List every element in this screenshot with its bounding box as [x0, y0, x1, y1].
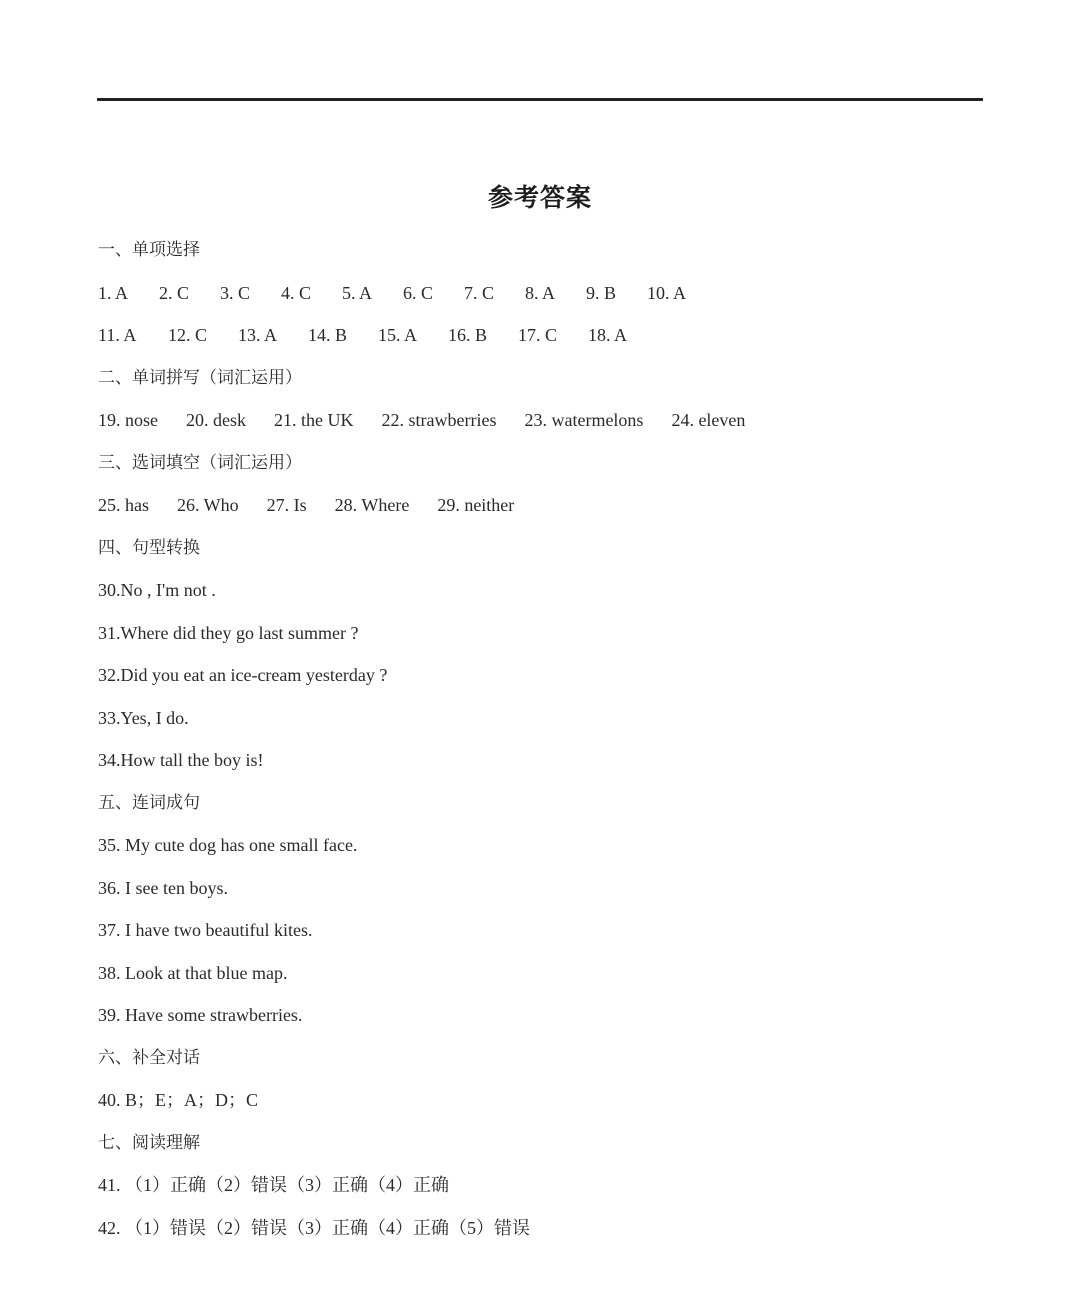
section-heading: 五、连词成句 — [98, 792, 200, 813]
answer-item: 20. desk — [186, 410, 246, 430]
answer-line: 35. My cute dog has one small face. — [98, 835, 358, 855]
answer-item: 19. nose — [98, 410, 158, 430]
section-heading: 二、单词拼写（词汇运用） — [98, 367, 302, 388]
answer-item: 17. C — [518, 325, 558, 345]
section-heading: 七、阅读理解 — [98, 1132, 200, 1153]
answer-item: 7. C — [464, 282, 495, 303]
answer-line: 31.Where did they go last summer ? — [98, 622, 359, 643]
answer-line: 41. （1）正确（2）错误（3）正确（4）正确 — [98, 1175, 449, 1195]
answer-row — [98, 399, 998, 442]
answer-item: 21. the UK — [274, 410, 354, 430]
answer-line: 34.How tall the boy is! — [98, 750, 264, 770]
answer-line: 33.Yes, I do. — [98, 707, 189, 728]
answer-item: 2. C — [159, 282, 190, 303]
answer-row — [98, 484, 998, 527]
answer-line: 36. I see ten boys. — [98, 877, 228, 898]
answer-line: 38. Look at that blue map. — [98, 962, 288, 983]
answer-item: 29. neither — [437, 495, 515, 515]
section-heading: 一、单项选择 — [98, 240, 200, 260]
page-title: 参考答案 — [487, 185, 592, 212]
answer-item: 14. B — [308, 325, 348, 345]
answer-item: 8. A — [525, 282, 556, 303]
answer-item: 27. Is — [266, 495, 307, 515]
answer-item: 9. B — [586, 282, 617, 303]
answer-item: 18. A — [588, 325, 628, 345]
answer-line: 37. I have two beautiful kites. — [98, 920, 313, 940]
answer-item: 28. Where — [334, 495, 410, 515]
answer-item: 3. C — [220, 282, 251, 303]
answer-item: 12. C — [168, 325, 208, 345]
section-heading: 三、选词填空（词汇运用） — [98, 452, 302, 473]
answer-item: 10. A — [647, 282, 687, 303]
answer-item: 11. A — [98, 325, 137, 345]
answer-line: 40. B；E；A；D；C — [98, 1090, 259, 1110]
answer-row — [98, 314, 998, 357]
answer-line: 39. Have some strawberries. — [98, 1005, 303, 1025]
answer-line: 32.Did you eat an ice-cream yesterday ? — [98, 665, 388, 685]
answer-item: 4. C — [281, 282, 312, 303]
answer-item: 26. Who — [177, 495, 239, 515]
header-rule — [97, 98, 983, 101]
answer-item: 25. has — [98, 495, 149, 515]
answer-item: 5. A — [342, 282, 373, 303]
section-heading: 四、句型转换 — [98, 537, 200, 558]
answer-key — [98, 229, 998, 1249]
answer-row — [98, 272, 998, 315]
answer-line: 30.No , I'm not . — [98, 580, 216, 600]
answer-item: 24. eleven — [671, 410, 746, 430]
answer-item: 16. B — [448, 325, 488, 345]
answer-item: 1. A — [98, 282, 129, 303]
section-heading: 六、补全对话 — [98, 1047, 200, 1068]
answer-item: 15. A — [378, 325, 418, 345]
answer-item: 13. A — [238, 325, 278, 345]
answer-item: 6. C — [403, 282, 434, 303]
answer-item: 22. strawberries — [381, 410, 497, 430]
answer-item: 23. watermelons — [524, 410, 644, 430]
answer-line: 42. （1）错误（2）错误（3）正确（4）正确（5）错误 — [98, 1217, 530, 1238]
